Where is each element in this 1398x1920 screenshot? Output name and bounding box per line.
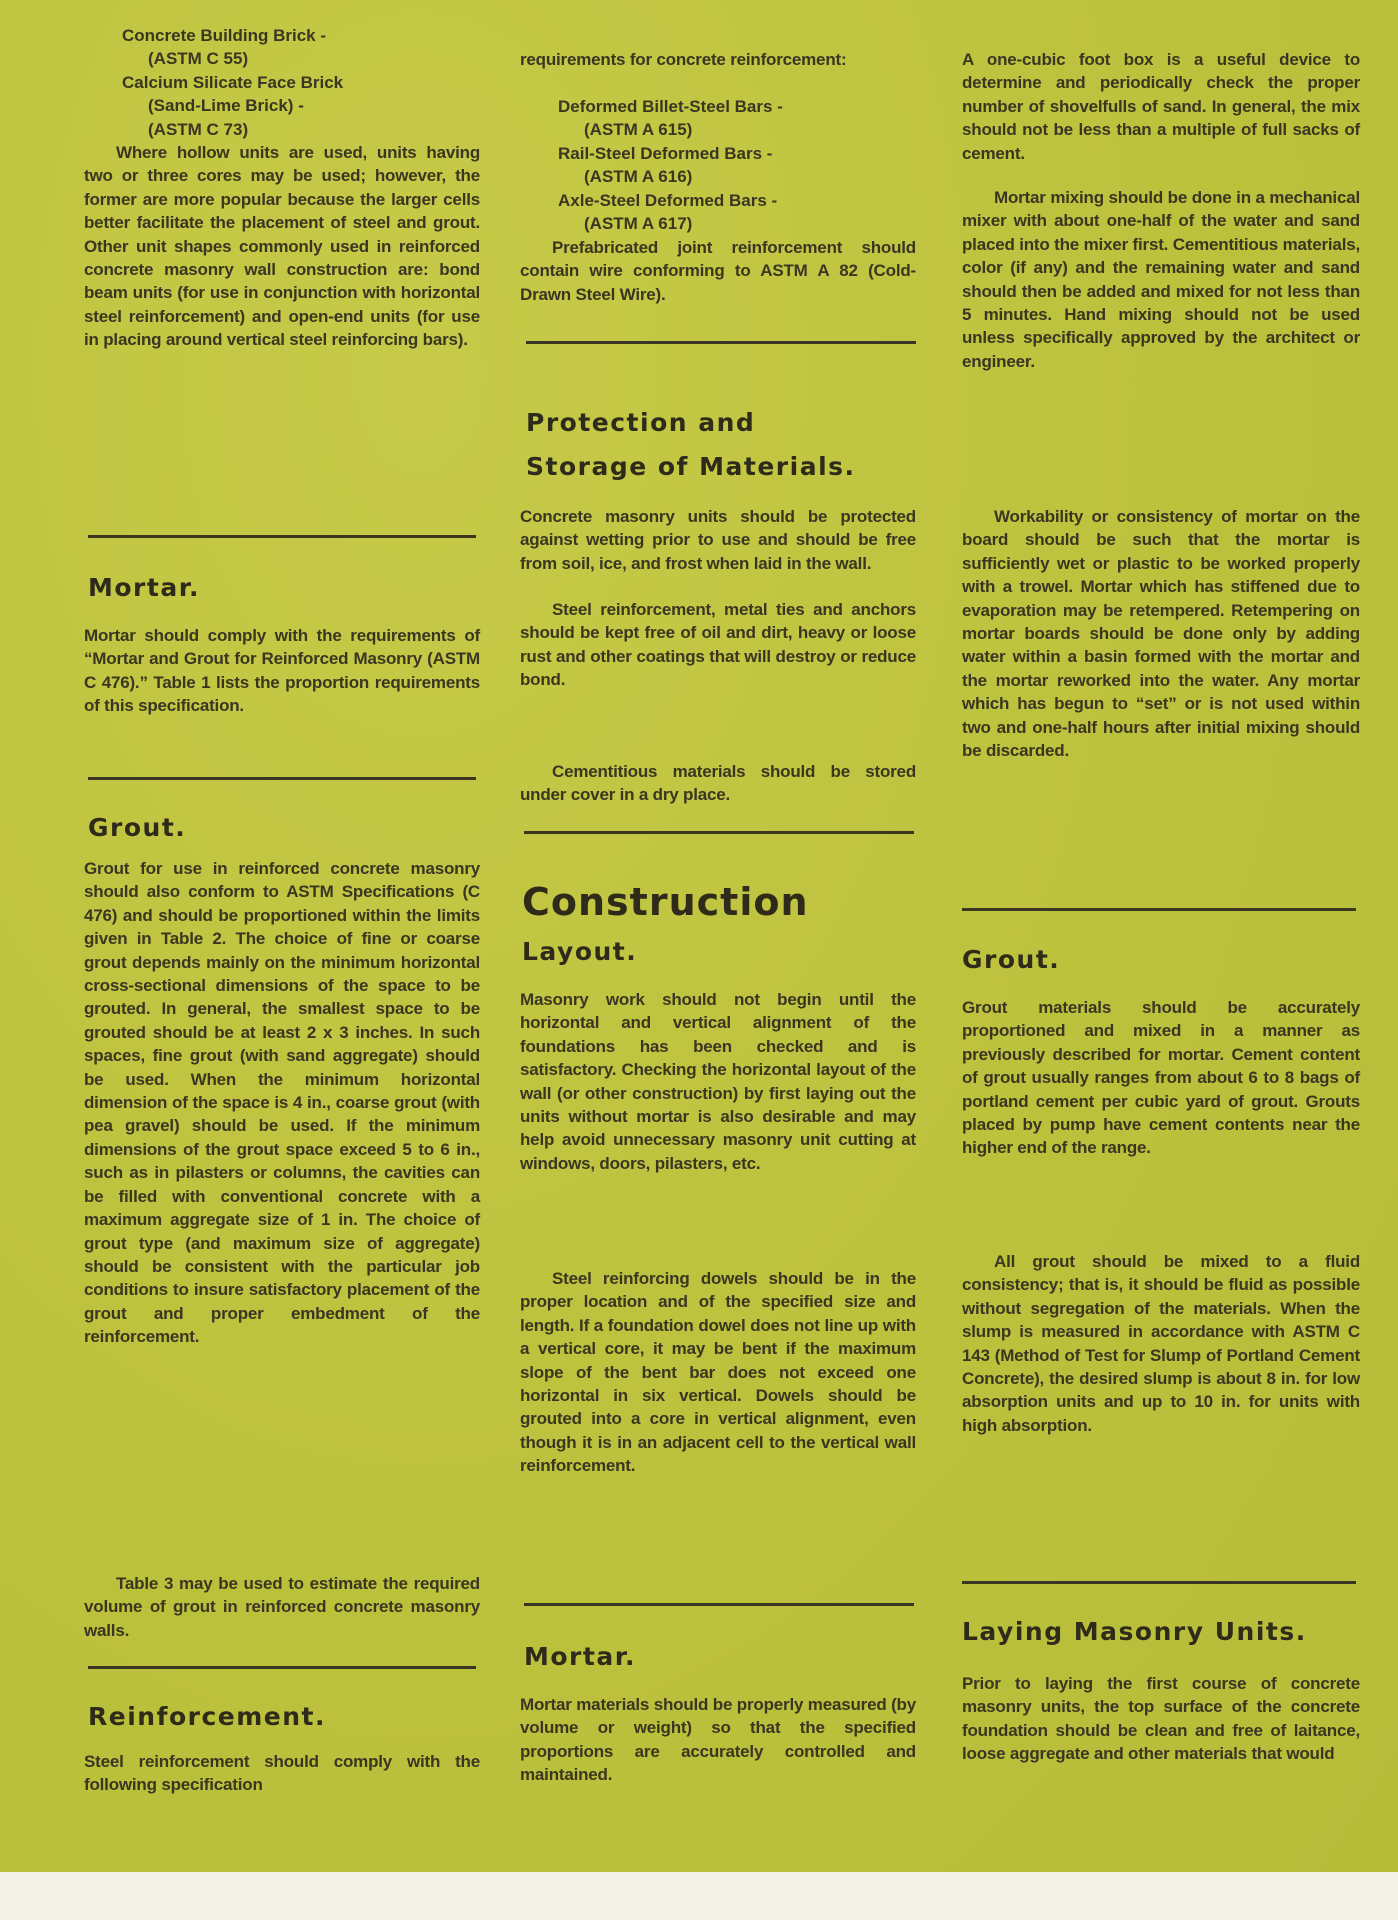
section-divider [88, 777, 476, 780]
section-heading-grout-2: Grout. [962, 945, 1061, 974]
mortar-materials-paragraph: Mortar materials should be properly measured (by volume or weight) so that the specified proportions are accurately controlled and maintained. [520, 1695, 916, 1785]
grout-fluid-paragraph: All grout should be mixed to a fluid consistency; that is, it should be fluid as possible without segregation of the materials. When the slump is measured in accordance with ASTM C 143 (Method of Test for Slump of Portland Cement Concrete), the desired slump is about 8 in. for low absorption units and up to 10 in. for units with high absorption. [962, 1252, 1360, 1435]
section-heading-laying-masonry-units: Laying Masonry Units. [962, 1617, 1307, 1646]
grout-materials-paragraph: Grout materials should be accurately proportioned and mixed in a manner as previously described for mortar. Cement content of grout usually ranges from about 6 to 8 bags of portland cement per cubic yard of grout. Grouts placed by pump have cement contents near the higher end of the range. [962, 998, 1360, 1158]
section-divider [526, 341, 916, 344]
steel-bars-list [520, 95, 916, 235]
layout-paragraph-1: Masonry work should not begin until the horizontal and vertical alignment of the foundations has been checked and is satisfactory. Checking the horizontal layout of the wall (or other construction) by first laying out the units without mortar is also desirable and may help avoid unnecessary masonry unit cutting at windows, doors, pilasters, etc. [520, 990, 916, 1173]
brick-spec-list [84, 24, 480, 141]
layout-paragraph-2: Steel reinforcing dowels should be in the proper location and of the specified size and length. If a foundation dowel does not line up with a vertical core, it may be bent if the maximum slope of the bent bar does not exceed one horizontal in six vertical. Dowels should be grouted into a core in vertical alignment, even though it is in an adjacent cell to the vertical wall reinforcement. [520, 1269, 916, 1476]
page-bottom-margin [0, 1872, 1398, 1920]
section-heading-protection-line2: Storage of Materials. [526, 452, 856, 481]
workability-paragraph: Workability or consistency of mortar on the board should be such that the mortar is sufficiently wet or plastic to be worked properly with a trowel. Mortar which has stiffened due to evaporation may be retempered. Retempering on mortar boards should be done only by adding water within a basin formed with the mortar and the mortar reworked into the water. Any mortar which has begun to “set” or is not used within two and one-half hours after initial mixing should be discarded. [962, 507, 1360, 761]
protection-paragraph-1: Concrete masonry units should be protected against wetting prior to use and should be free from soil, ice, and frost when laid in the wall. [520, 507, 916, 573]
section-heading-layout: Layout. [522, 937, 638, 966]
section-heading-mortar: Mortar. [88, 573, 200, 602]
chapter-heading-construction: Construction [522, 880, 809, 924]
reinforcement-paragraph: Steel reinforcement should comply with the following specification [84, 1752, 480, 1795]
section-divider [524, 1603, 914, 1606]
section-heading-protection-line1: Protection and [526, 408, 756, 437]
section-divider [88, 1666, 476, 1669]
list-item: Calcium Silicate Face Brick (Sand-Lime Brick) - (ASTM C 73) [122, 72, 344, 139]
grout-table3-paragraph: Table 3 may be used to estimate the required volume of grout in reinforced concrete masonry walls. [84, 1574, 480, 1640]
laying-units-paragraph: Prior to laying the first course of concrete masonry units, the top surface of the concrete foundation should be clean and free of laitance, loose aggregate and other materials that would [962, 1674, 1360, 1764]
protection-paragraph-2: Steel reinforcement, metal ties and anchors should be kept free of oil and dirt, heavy or loose rust and other coatings that will destroy or reduce bond. [520, 600, 916, 690]
section-heading-grout: Grout. [88, 813, 187, 842]
grout-paragraph: Grout for use in reinforced concrete masonry should also conform to ASTM Specifications (C 476) and should be proportioned within the limits given in Table 2. The choice of fine or coarse grout depends mainly on the minimum horizontal cross-sectional dimensions of the space to be grouted. In general, the smallest space to be grouted should be at least 2 x 3 inches. In such spaces, fine grout (with sand aggregate) should be used. When the minimum horizontal dimension of the space is 4 in., coarse grout (with pea gravel) should be used. If the minimum dimensions of the grout space exceed 5 to 6 in., such as in pilasters or columns, the cavities can be filled with conventional concrete with a maximum aggregate size of 1 in. The choice of grout type (and maximum size of aggregate) should be consistent with the particular job conditions to insure satisfactory placement of the grout and proper embedment of the reinforcement. [84, 859, 480, 1347]
section-heading-reinforcement: Reinforcement. [88, 1702, 326, 1731]
section-divider [962, 908, 1356, 911]
list-item: Concrete Building Brick - (ASTM C 55) [122, 26, 327, 69]
reinforcement-requirements-intro: requirements for concrete reinforcement: [520, 50, 847, 69]
section-divider [962, 1581, 1356, 1584]
mortar-paragraph: Mortar should comply with the requirements of “Mortar and Grout for Reinforced Masonry (ASTM C 476).” Table 1 lists the proportion requirements of this specification. [84, 626, 480, 716]
protection-paragraph-3: Cementitious materials should be stored under cover in a dry place. [520, 762, 916, 805]
cubic-foot-box-paragraph: A one-cubic foot box is a useful device to determine and periodically check the proper number of shovelfulls of sand. In general, the mix should not be less than a multiple of full sacks of cement. [962, 50, 1360, 163]
list-item: Axle-Steel Deformed Bars - (ASTM A 617) [558, 190, 778, 234]
hollow-units-paragraph: Where hollow units are used, units having two or three cores may be used; however, the former are more popular because the larger cells better facilitate the placement of steel and grout. Other unit shapes commonly used in reinforced concrete masonry wall construction are: bond beam units (for use in conjunction with horizontal steel reinforcement) and open-end units (for use in placing around vertical steel reinforcing bars). [84, 143, 480, 350]
section-heading-mortar-2: Mortar. [524, 1642, 636, 1671]
list-item: Deformed Billet-Steel Bars - (ASTM A 615) [558, 97, 783, 140]
joint-reinforcement-paragraph: Prefabricated joint reinforcement should contain wire conforming to ASTM A 82 (Cold-Drawn Steel Wire). [520, 238, 916, 304]
section-divider [524, 831, 914, 834]
list-item: Rail-Steel Deformed Bars - (ASTM A 616) [558, 143, 773, 187]
mortar-mixing-paragraph: Mortar mixing should be done in a mechanical mixer with about one-half of the water and sand placed into the mixer first. Cementitious materials, color (if any) and the remaining water and sand should then be added and mixed for not less than 5 minutes. Hand mixing should not be used unless specifically approved by the architect or engineer. [962, 188, 1360, 371]
section-divider [88, 535, 476, 538]
